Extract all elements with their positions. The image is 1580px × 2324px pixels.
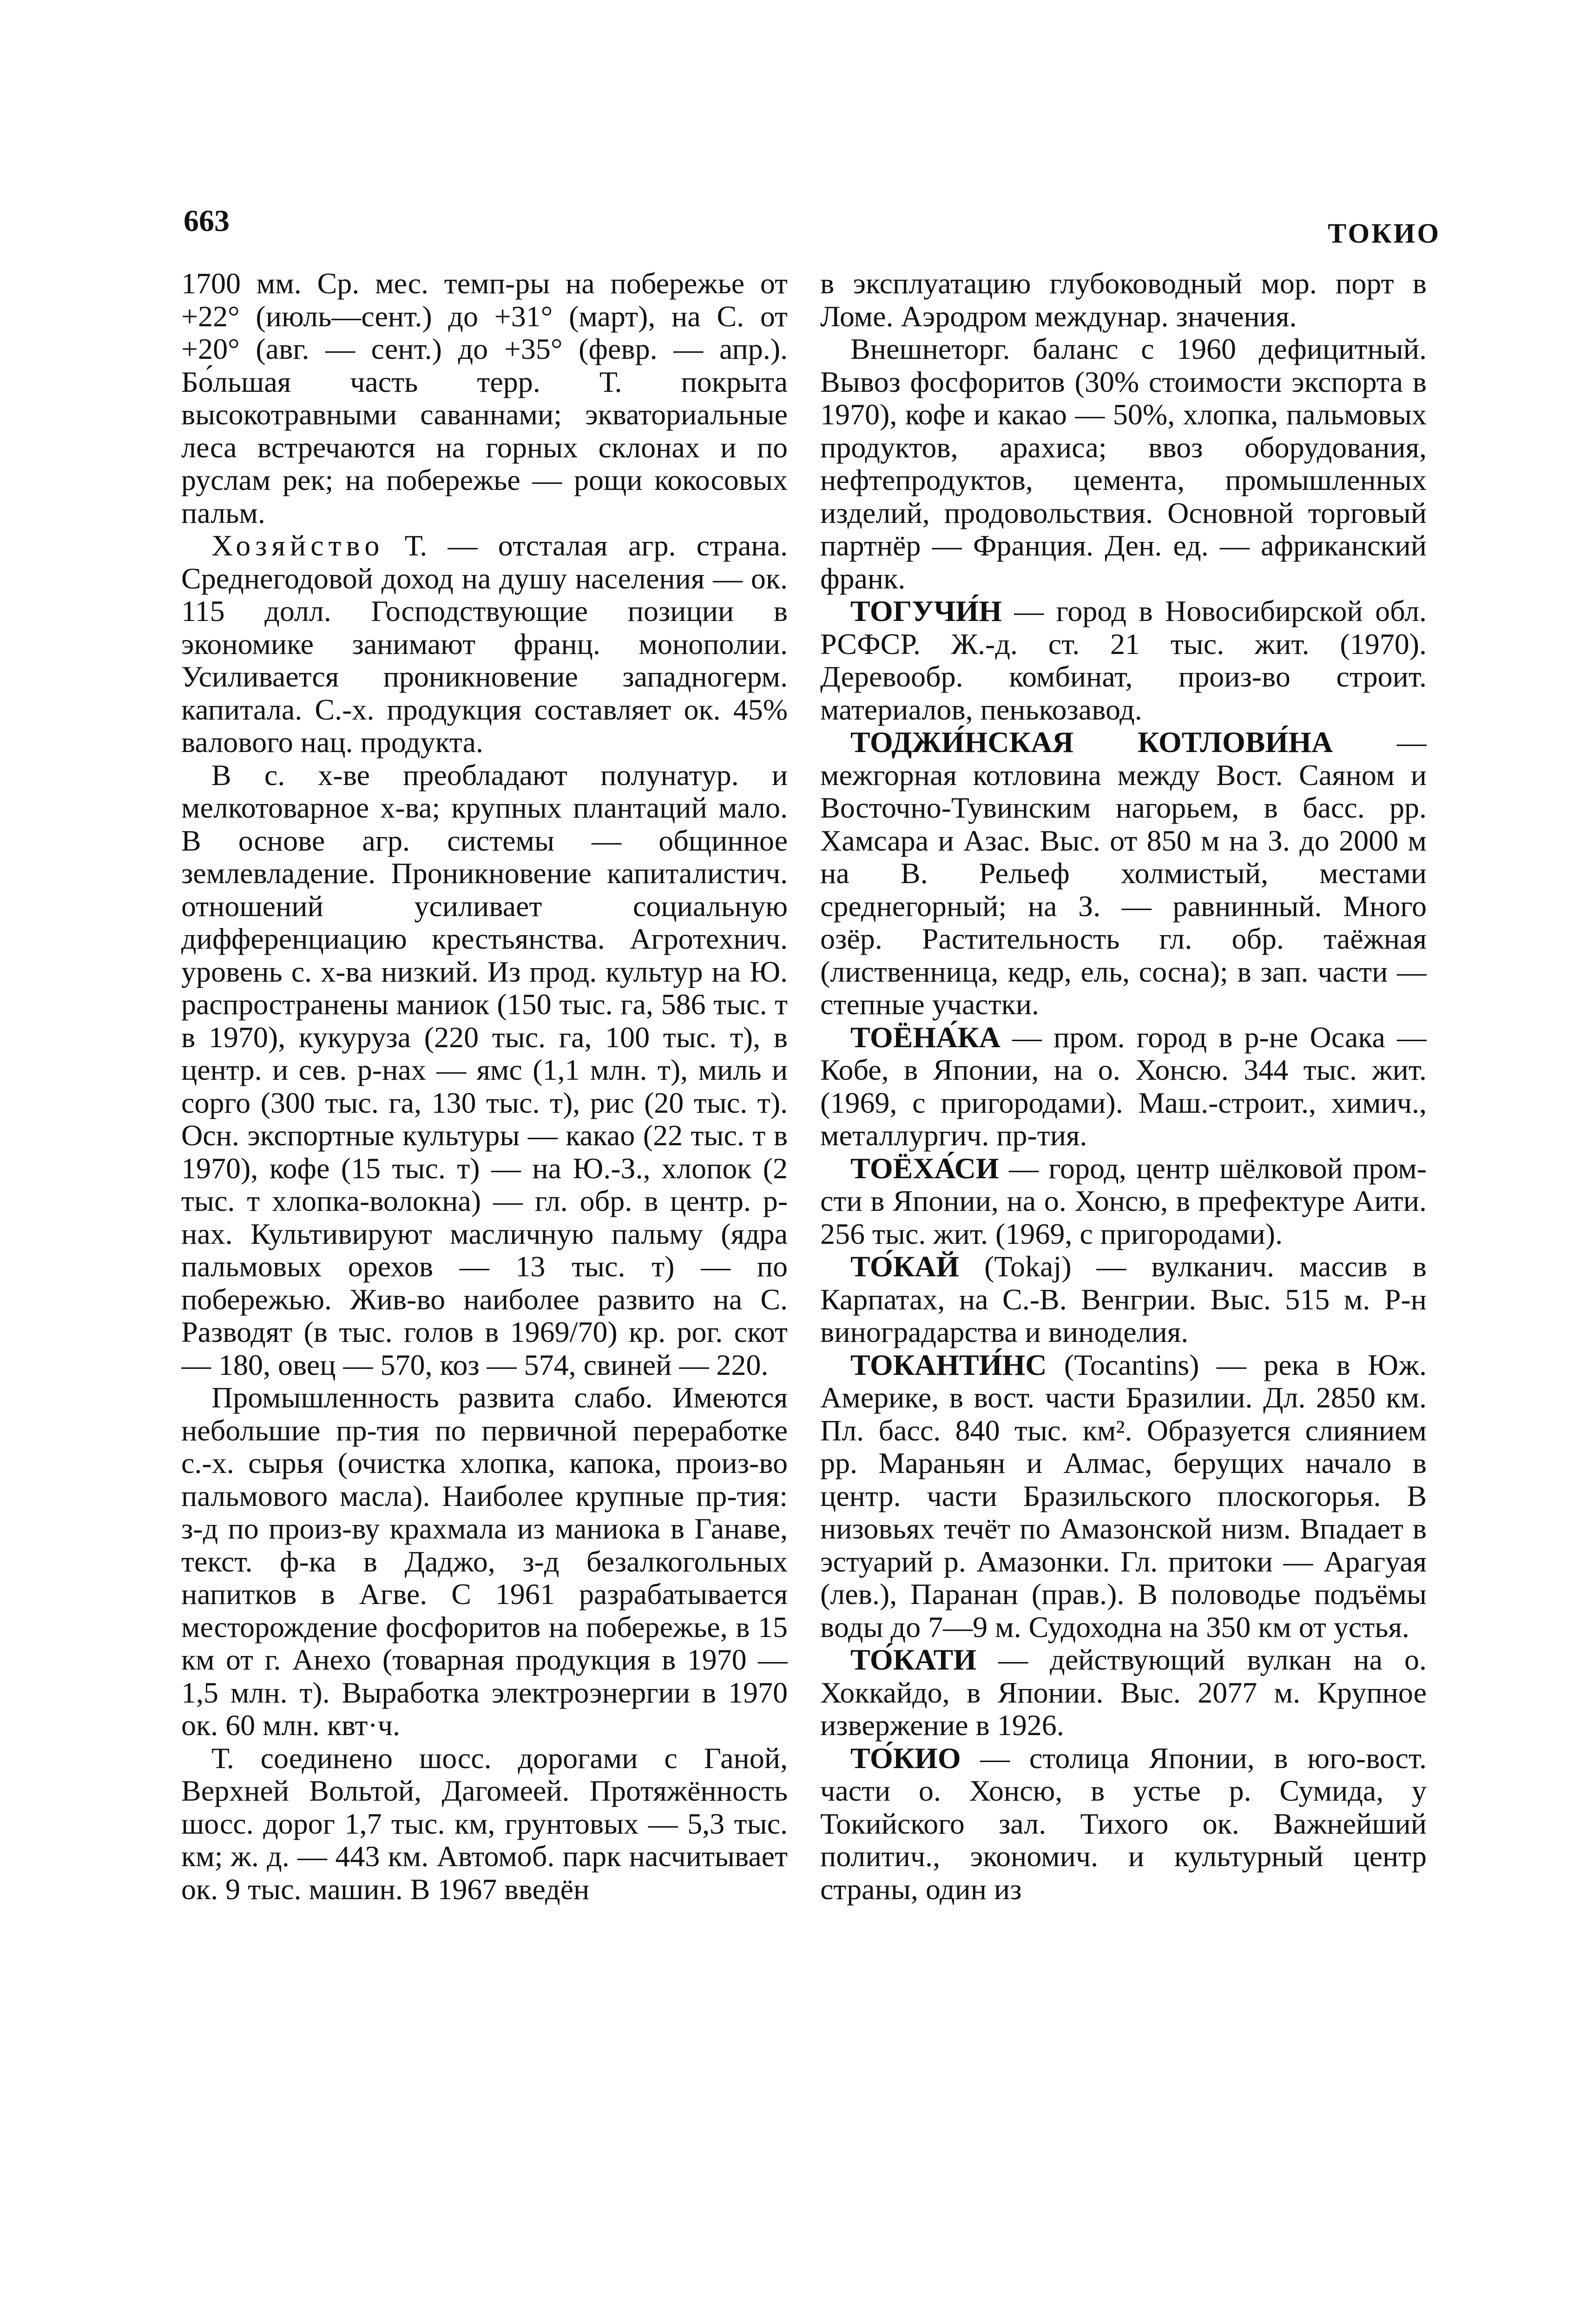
entry-tokio <box>820 1742 1427 1906</box>
paragraph-text: Т. соединено шосс. дорогами с Ганой, Верхней Вольтой, Дагомеей. Протяжённость шосс. дорог 1,7 тыс. км, грунтовых — 5,3 тыс. км; ж. д. — 443 км. Автомоб. парк насчитывает ок. 9 тыс. машин. В 1967 введён <box>181 1741 788 1906</box>
entry-togučin <box>820 595 1427 726</box>
entry-text: — пром. город в р-не Осака — Кобе, в Японии, на о. Хонсю. 344 тыс. жит. (1969, с пригородами). Маш.-строит., химич., металлургич. пр-тия. <box>820 1020 1427 1152</box>
paragraph <box>181 1381 788 1742</box>
entry-headword: ТОЁНА́КА <box>850 1020 1001 1054</box>
entry-headword: ТОГУЧИ́Н <box>850 594 1002 627</box>
entry-headword: ТОЁХА́СИ <box>850 1151 999 1185</box>
entry-headword: ТОКАНТИ́НС <box>850 1348 1047 1381</box>
entry-text: (Tocantins) — река в Юж. Америке, в вост. части Бразилии. Дл. 2850 км. Пл. басс. 840 тыс. км². Образуется слиянием рр. Мараньян и Алмас, берущих начало в центр. части Бразильского плоскогорья. В низовьях течёт по Амазонской низм. Впадает в эстуарий р. Амазонки. Гл. притоки — Арагуая (лев.), Паранан (прав.). В половодье подъёмы воды до 7—9 м. Судоходна на 350 км от устья. <box>820 1348 1427 1644</box>
running-head: ТОКИО <box>1328 218 1441 249</box>
entry-headword: ТО́КИО <box>850 1741 961 1775</box>
paragraph-text: В с. х-ве преобладают полунатур. и мелкотоварное х-ва; крупных плантаций мало. В основе агр. системы — общинное землевладение. Проникновение капиталистич. отношений усиливает социальную дифференциацию крестьянства. Агротехнич. уровень с. х-ва низкий. Из прод. культур на Ю. распространены маниок (150 тыс. га, 586 тыс. т в 1970), кукуруза (220 тыс. га, 100 тыс. т), в центр. и сев. р-нах — ямс (1,1 млн. т), миль и сорго (300 тыс. га, 130 тыс. т), рис (20 тыс. т). Осн. экспортные культуры — какао (22 тыс. т в 1970), кофе (15 тыс. т) — на Ю.-З., хлопок (2 тыс. т хлопка-волокна) — гл. обр. в центр. р-нах. Культивируют масличную пальму (ядра пальмовых орехов — 13 тыс. т) — по побережью. Жив-во наиболее развито на С. Разводят (в тыс. голов в 1969/70) кр. рог. скот — 180, овец — 570, коз — 574, свиней — 220. <box>181 758 788 1381</box>
entry-text: (Tokaj) — вулканич. массив в Карпатах, на С.-В. Венгрии. Выс. 515 м. Р-н виноградарства и виноделия. <box>820 1250 1427 1348</box>
entry-tocantins <box>820 1349 1427 1644</box>
paragraph <box>181 529 788 759</box>
right-column <box>820 267 1427 2324</box>
paragraph <box>181 267 788 529</box>
entry-headword: ТОДЖИ́НСКАЯ КОТЛОВИ́НА <box>850 726 1333 759</box>
entry-tokachi <box>820 1644 1427 1742</box>
page-number: 663 <box>184 204 230 238</box>
entry-text: — город в Новосибирской обл. РСФСР. Ж.-д. ст. 21 тыс. жит. (1970). Деревообр. комбинат, произ-во строит. материалов, пенькозавод. <box>820 594 1427 726</box>
paragraph <box>820 333 1427 595</box>
paragraph-text: Внешнеторг. баланс с 1960 дефицитный. Вывоз фосфоритов (30% стоимости экспорта в 1970), кофе и какао — 50%, хлопка, пальмовых продуктов, арахиса; ввоз оборудования, нефтепродуктов, цемента, промышленных изделий, продовольствия. Основной торговый партнёр — Франция. Ден. ед. — африканский франк. <box>820 332 1427 595</box>
entry-toyonaka <box>820 1021 1427 1152</box>
paragraph <box>181 1742 788 1906</box>
entry-todzhinskaya-kotlovina <box>820 726 1427 1021</box>
entry-headword: ТО́КАТИ <box>850 1643 977 1676</box>
entry-tokaj <box>820 1250 1427 1349</box>
section-heading: Хозяйство <box>211 529 384 562</box>
entry-text: — город, центр шёлковой пром-сти в Японии, на о. Хонсю, в префектуре Аити. 256 тыс. жит. (1969, с пригородами). <box>820 1151 1427 1250</box>
entry-text: — действующий вулкан на о. Хоккайдо, в Японии. Выс. 2077 м. Крупное извержение в 1926. <box>820 1643 1427 1742</box>
paragraph <box>820 267 1427 333</box>
entry-toyohashi <box>820 1152 1427 1251</box>
entry-text: — столица Японии, в юго-вост. части о. Хонсю, в устье р. Сумида, у Токийского зал. Тихого ок. Важнейший политич., экономич. и культурный центр страны, один из <box>820 1741 1427 1906</box>
paragraph-text: Т. — отсталая агр. страна. Среднегодовой доход на душу населения — ок. 115 долл. Господствующие позиции в экономике занимают франц. монополии. Усиливается проникновение западногерм. капитала. С.-х. продукция составляет ок. 45% валового нац. продукта. <box>181 529 788 759</box>
paragraph <box>181 759 788 1382</box>
paragraph-text: Промышленность развита слабо. Имеются небольшие пр-тия по первичной переработке с.-х. сырья (очистка хлопка, капока, произ-во пальмового масла). Наиболее крупные пр-тия: з-д по произ-ву крахмала из маниока в Ганаве, текст. ф-ка в Даджо, з-д безалкогольных напитков в Агве. С 1961 разрабатывается месторождение фосфоритов на побережье, в 15 км от г. Анехо (товарная продукция в 1970 — 1,5 млн. т). Выработка электроэнергии в 1970 ок. 60 млн. квт·ч. <box>181 1381 788 1742</box>
entry-text: — межгорная котловина между Вост. Саяном и Восточно-Тувинским нагорьем, в басс. рр. Хамсара и Азас. Выс. от 850 м на З. до 2000 м на В. Рельеф холмистый, местами среднегорный; на З. — равнинный. Много озёр. Растительность гл. обр. таёжная (лиственница, кедр, ель, сосна); в зап. части — степные участки. <box>820 726 1427 1021</box>
paragraph-text: 1700 мм. Ср. мес. темп-ры на побережье от +22° (июль—сент.) до +31° (март), на С. от +20° (авг. — сент.) до +35° (февр. — апр.). Бо́льшая часть терр. Т. покрыта высокотравными саваннами; экваториальные леса встречаются на горных склонах и по руслам рек; на побережье — рощи кокосовых пальм. <box>181 267 788 529</box>
left-column <box>181 267 788 2324</box>
paragraph-text: в эксплуатацию глубоководный мор. порт в Ломе. Аэродром междунар. значения. <box>820 267 1427 333</box>
entry-headword: ТО́КАЙ <box>850 1250 960 1283</box>
